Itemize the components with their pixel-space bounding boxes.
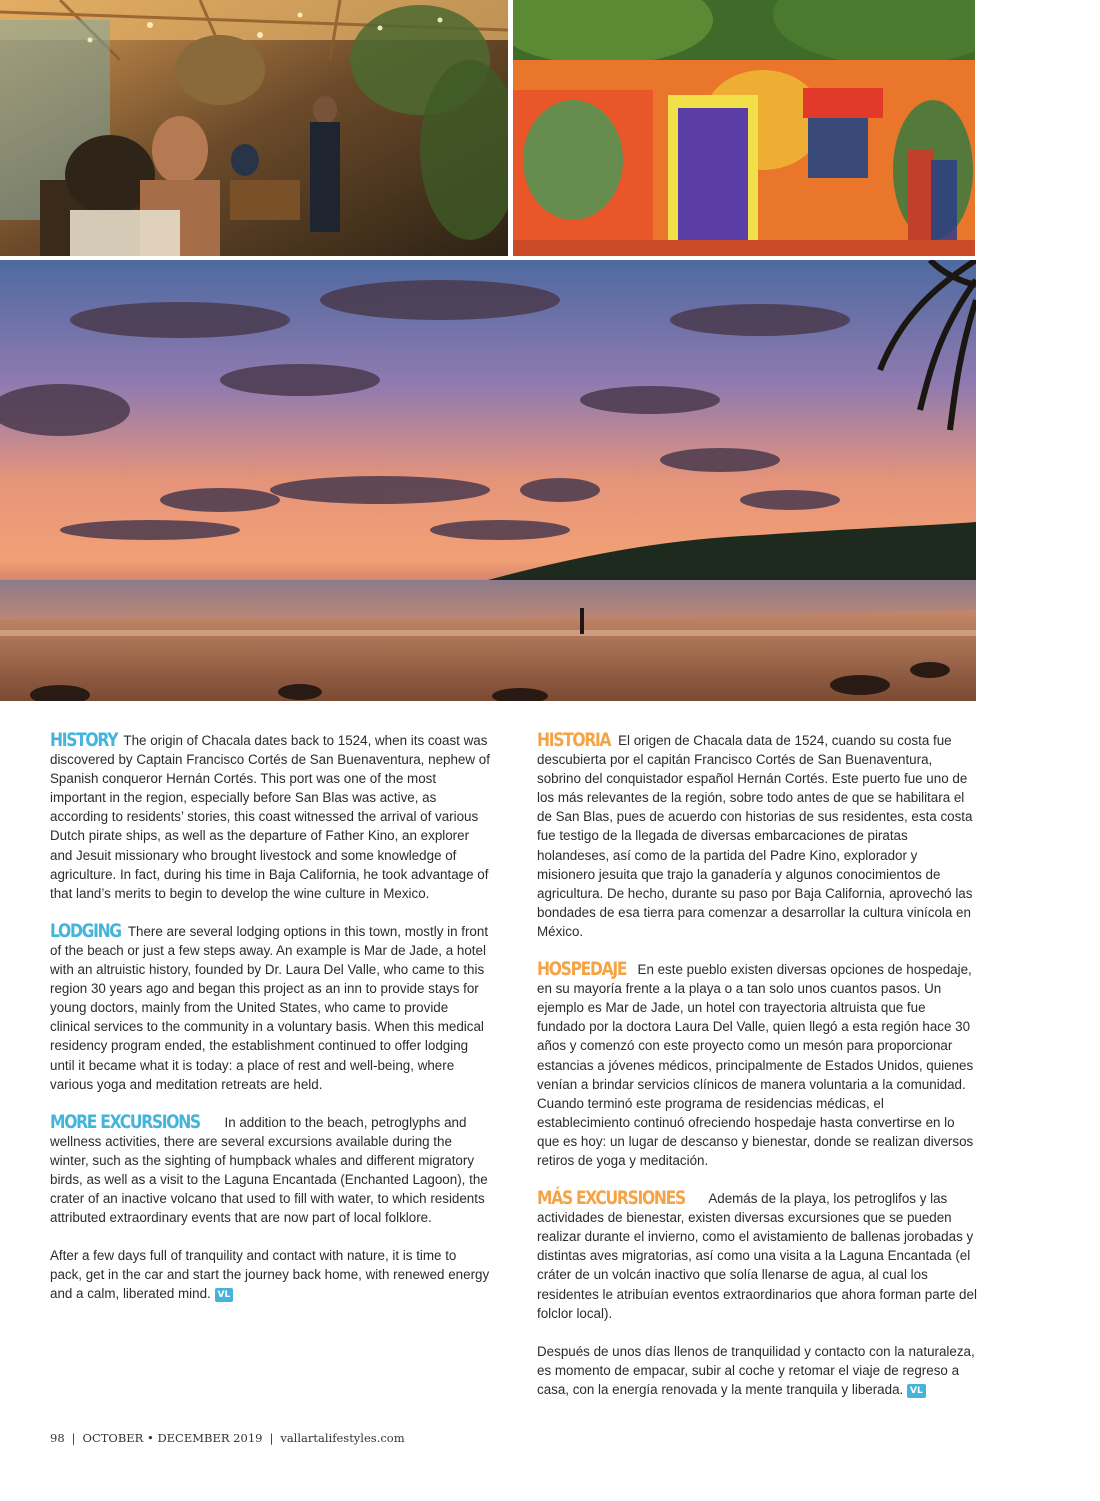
english-closing-text: After a few days full of tranquility and contact with nature, it is time to pack, get in the car and start the journey back home, with renewed energy and a calm, liberated mind.	[50, 1248, 490, 1302]
page-footer	[50, 1431, 405, 1445]
spanish-excursions-heading: MÁS EXCURSIONES	[537, 1187, 685, 1210]
spanish-column	[537, 731, 977, 1399]
english-column	[50, 731, 490, 1304]
spanish-lodging-text: En este pueblo existen diversas opciones de hospedaje, en su mayoría frente a la playa o a tan solo unos cuantos pasos. Un ejemplo es Mar de Jade, un hotel con trayectoria altruista que fue fundado por la doctora Laura Del Valle, quien llegó a esta región hace 30 años y comenzó con este proyecto como un mesón para proporcionar estancias a jóvenes médicos, principalmente de Estados Unidos, quienes venían a brindar servicios clínicos de manera voluntaria a la comunidad. Cuando terminó este programa de residencias médicas, el establecimiento continuó ofreciendo hospedaje hasta convertirse en lo que es hoy: un lugar de descanso y bienestar, donde se realizan diversos retiros de yoga y meditación.	[537, 962, 974, 1168]
english-excursions-text: In addition to the beach, petroglyphs and wellness activities, there are several excursions available during the winter, such as the sighting of humpback whales and different migratory birds, as well as a visit to the Laguna Encantada (Enchanted Lagoon), the crater of an inactive volcano that used to fill with water, to which residents attributed extraordinary events that are now part of local folklore.	[50, 1114, 488, 1226]
footer-divider: |	[71, 1431, 76, 1445]
english-excursions-section	[50, 1110, 490, 1228]
spanish-lodging-heading: HOSPEDAJE	[537, 958, 627, 981]
spanish-closing-section	[537, 1342, 977, 1399]
english-history-heading: HISTORY	[50, 729, 118, 751]
english-lodging-section	[50, 919, 490, 1094]
spanish-history-section	[537, 731, 977, 941]
spanish-excursions-section	[537, 1189, 977, 1323]
spanish-history-text: El origen de Chacala data de 1524, cuando su costa fue descubierta por el capitán Francisco Cortés de San Buenaventura, sobrino del conquistador español Hernán Cortés. Este puerto fue uno de los más relevantes de la región, sobre todo antes de que se habilitara el de San Blas, pues de acuerdo con historias de sus residentes, esta costa fue testigo de la llegada de diversas embarcaciones de piratas holandeses, así como de la partida del Padre Kino, explorador y misionero jesuita que trajo la ganadería y algunos conocimientos de agricultura. De hecho, durante su paso por Baja California, aprovechó las bondades de esa tierra para comenzar a desarrollar la cultura vinícola en México.	[537, 733, 973, 939]
spanish-lodging-section	[537, 960, 977, 1170]
footer-divider: |	[269, 1431, 274, 1445]
photo-cafe	[0, 0, 508, 256]
photo-beach-sunset	[0, 260, 976, 701]
english-lodging-heading: LODGING	[50, 919, 121, 942]
vl-logo-badge: VL	[907, 1384, 926, 1398]
spanish-excursions-text: Además de la playa, los petroglifos y las actividades de bienestar, existen diversas excursiones que se pueden realizar durante el invierno, como el avistamiento de ballenas jorobadas y distintas aves migratorias, así como una visita a la Laguna Encantada (el cráter de un volcán inactivo que solía llenarse de agua, al cual los residentes le atribuían eventos extraordinarios que ahora forman parte del folclor local).	[537, 1191, 977, 1321]
website-link[interactable]: vallartalifestyles.com	[280, 1431, 405, 1445]
photo-mural-house	[513, 0, 975, 256]
english-lodging-text: There are several lodging options in this town, mostly in front of the beach or just a few steps away. An example is Mar de Jade, a hotel with an altruistic history, founded by Dr. Laura Del Valle, who came to this region 30 years ago and began this project as an inn to provide stays for young doctors, mainly from the United States, who came to provide clinical services to the community in a voluntary basis. When this medical residency program ended, the establishment continued to offer lodging until it became what it is today: a place of rest and well-being, where various yoga and meditation retreats are held.	[50, 923, 489, 1092]
issue-date: OCTOBER • DECEMBER 2019	[82, 1431, 263, 1445]
english-history-text: The origin of Chacala dates back to 1524, when its coast was discovered by Captain Francisco Cortés de San Buenaventura, nephew of Spanish conqueror Hernán Cortés. This port was one of the most important in the region, especially before San Blas was active, as according to residents’ stories, this coast witnessed the arrival of various Dutch pirate ships, as well as the departure of Father Kino, an explorer and Jesuit missionary who brought livestock and some knowledge of agriculture. In fact, during his time in Baja California, he took advantage of that land’s merits to begin to develop the wine culture in Mexico.	[50, 733, 490, 901]
english-excursions-heading: MORE EXCURSIONS	[50, 1110, 200, 1133]
vl-logo-badge: VL	[215, 1288, 234, 1302]
page-number: 98	[50, 1431, 65, 1445]
spanish-closing-text: Después de unos días llenos de tranquilidad y contacto con la naturaleza, es momento de empacar, subir al coche y retomar el viaje de regreso a casa, con la energía renovada y la mente tranquila y liberada.	[537, 1343, 975, 1397]
english-history-section	[50, 731, 490, 903]
english-closing-section	[50, 1246, 490, 1303]
spanish-history-heading: HISTORIA	[537, 729, 611, 751]
